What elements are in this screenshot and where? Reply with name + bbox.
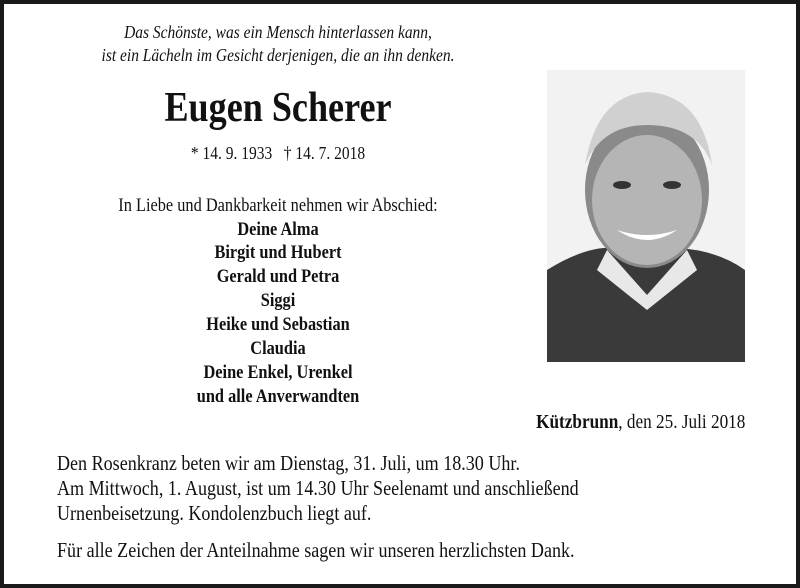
quote-line-1: Das Schönste, was ein Mensch hinterlassen kann, xyxy=(124,22,432,42)
mourner: Deine Alma xyxy=(237,219,319,240)
mourner: Birgit und Hubert xyxy=(214,242,342,263)
details-line-1: Den Rosenkranz beten wir am Dienstag, 31. Juli, um 18.30 Uhr. xyxy=(57,451,520,475)
mourner: Deine Enkel, Urenkel xyxy=(203,362,353,383)
thanks-line: Für alle Zeichen der Anteilnahme sagen wir unseren herzlichsten Dank. xyxy=(57,538,575,562)
mourner: Siggi xyxy=(260,290,296,311)
deceased-name: Eugen Scherer xyxy=(164,85,392,131)
mourner: Gerald und Petra xyxy=(216,266,340,287)
mourner: Claudia xyxy=(250,338,306,359)
farewell-intro: In Liebe und Dankbarkeit nehmen wir Abschied: xyxy=(118,195,438,216)
life-dates: * 14. 9. 1933 † 14. 7. 2018 xyxy=(190,143,366,163)
date-text: , den 25. Juli 2018 xyxy=(617,411,745,433)
details-line-2: Am Mittwoch, 1. August, ist um 14.30 Uhr Seelenamt und anschließend xyxy=(57,476,579,500)
mourner: und alle Anverwandten xyxy=(196,386,360,407)
mourner: Heike und Sebastian xyxy=(206,314,350,335)
place-name: Kützbrunn xyxy=(535,411,618,433)
place-date xyxy=(536,411,745,434)
details-line-3: Urnenbeisetzung. Kondolenzbuch liegt auf. xyxy=(57,501,372,525)
portrait-photo xyxy=(547,70,745,362)
quote-line-2: ist ein Lächeln im Gesicht derjenigen, die an ihn denken. xyxy=(101,45,455,65)
